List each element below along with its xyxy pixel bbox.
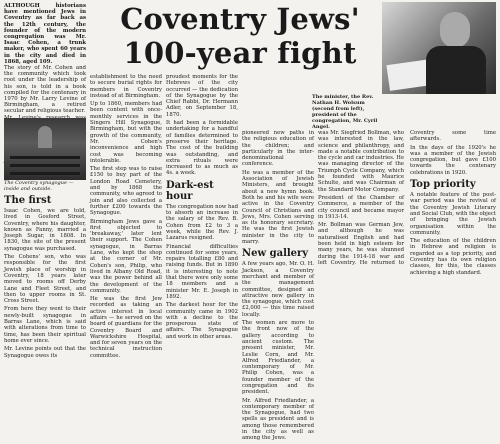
synagogue-photo: [4, 118, 86, 180]
column-3-paragraph: The darkest hour for the community came in 1902 with a decline to the prosperous state of affairs. The Synagogue and work in other areas.: [166, 302, 238, 340]
pew-shape: [10, 156, 80, 159]
column-5: [318, 130, 496, 276]
headline-line-2: 100-year fight: [123, 36, 357, 70]
column-3: [166, 74, 238, 342]
subhead-first: The first: [4, 195, 52, 206]
column-3-paragraph: The congregation now had to absorb an increase in the salary of the Rev. B. Cohen from £2 to 3 a week, while the Rev. J. Lazarus resigned.: [166, 203, 238, 242]
subhead-new-gallery: New gallery: [242, 248, 309, 260]
column-2-paragraph: Birmingham Jews gave a first objected to 'breakaway,' later lent their support. The Cohen synagogue, in Barras Lane, who kept the shop at the corner of Mr. Cohen's son, Philip, who lived in Albany Old Road, was the power behind all the development of the community.: [90, 218, 162, 294]
column-4: [242, 130, 314, 444]
column-1-paragraph: Mr. Levine points out that the Synagogue owes its: [4, 346, 86, 359]
column-1-paragraph: From here they went to their newly-built synagogue in Barras Lane, which is said with alterations from time to time, has been their spiritual home ever since.: [4, 306, 86, 344]
headline-line-1: Coventry Jews': [120, 2, 360, 36]
column-2-paragraph: Up to 1860, members had been content with once-monthly services in the Singers Hill Synagogue, Birmingham, but with the growth of the community, Mr. Cohen's inconvenience and high cost was becoming intolerable.: [90, 101, 162, 164]
column-1-paragraph: Isaac Cohen, we are told, lived in Gosford Street, Coventry, where his daughter, known as Fanny, married a Joseph Sugar, in 1808. In 1830, the site of the present synagogue was purchased.: [4, 208, 86, 252]
column-3-paragraph: proudest moments for the Hebrews of the city occurred — the dedication of the Synagogue by the Chief Rabbi, Dr. Hermann Adler, on September 18, 1870.: [166, 74, 238, 118]
ark-shape: [38, 126, 52, 148]
subhead-top-priority: Top priority: [410, 179, 476, 191]
column-4-paragraph: He was a member of the Association of Jewish Ministers, and brought about a new hymn book. Both he and his wife were active in the Coventry Council of Christians and Jews, Mrs. Cohen serving as its honorary secretary. He was the first Jewish minister in the city to marry.: [242, 169, 314, 246]
column-5-paragraph: President of the Chamber of Commerce, a member of the city council and became mayor in 1913-14.: [318, 194, 404, 220]
column-2-paragraph: establishment to the need to secure burial rights for members in Coventry instead of at Birmingham.: [90, 74, 162, 99]
synagogue-caption: The Coventry synagogue — inside and outside.: [4, 180, 74, 192]
column-2-paragraph: He was the first Jew recorded as taking an active interest in local affairs — he served on the board of guardians for the Coventry Board and Warwickshire Hospital, and for seven years on the technical instruction committee.: [90, 296, 162, 359]
pew-shape: [10, 164, 80, 167]
column-5-paragraph: The education of the children in Hebrew and religion is regarded as a top priority, and Coventry has its own religion classes, for this, the classes achieving a high standard.: [410, 238, 496, 276]
portrait-caption: The minister, the Rev. Nathan H. Wolsum (second from left), president of the congregation, Mr. Cyril Angel.: [312, 94, 378, 130]
pew-shape: [10, 172, 80, 175]
column-4-paragraph: Mr. Alfred Friedlander, a contemporary member of the Synagogue, had two spells as president and is among those remembered in the city as well as among the Jews.: [242, 397, 314, 442]
column-5-paragraph: was Mr. Siegfried Bollman, who was interested in the law, science and philanthropy, and made a notable contribution to the cycle and car industries. He was managing director of the Triumph Cycle Company, which he founded with Maurice Schulte, and was Chairman of the Standard Motor Company.: [318, 130, 404, 193]
portrait-photo: [382, 2, 496, 94]
column-5-paragraph: Mr. Bollman was German Jew, and although he was naturalised English and had been held in high esteem for many years, he was shunned during the 1914-18 war and left Coventry. He returned to Coventry some time afterwards.: [318, 130, 496, 266]
column-4-paragraph: pioneered new paths in the religious education of the children; and particularly in the inter-denominational conference.: [242, 130, 314, 168]
head-shape: [440, 12, 470, 48]
column-3-paragraph: Financial difficulties continued for some years, repairs totalling £80 and raising funds. But in 1890 it is interesting to note that there were only some 18 members and a minister Mr. E. Joseph in 1892.: [166, 243, 238, 300]
headline: [90, 2, 390, 70]
intro-lead: ALTHOUGH historians have mentioned Jews in Coventry as far back as the 12th century, the founder of the modern congregation was Mr. Isaac Cohen, a trunk maker, who spent 60 years in the city and died in 1868, aged 109.: [4, 3, 86, 65]
column-1: [4, 192, 86, 361]
intro-body: The story of Mr. Cohen and the community which took root under the leadership of his son, is told in a book compiled for the centenary in 1970 by Mr. Larry Levine of Birmingham, a retired secular and religious teacher.: [4, 65, 86, 115]
column-4-paragraph: A few years ago, Mr. O. H. Jackson, a Coventry merchant and member of the management committee, designed an attractive new gallery in the synagogue, which cost £2,000 — this time raised locally.: [242, 261, 314, 318]
subhead-darkest-hour: Dark-est hour: [166, 179, 214, 202]
column-3-paragraph: It had been a formidable undertaking for a handful of families determined to preserve their heritage. The cost of the building was outstanding, and extra rituals were increased to as much as 4s. a week.: [166, 120, 238, 177]
column-5-paragraph: A notable feature of the post-war period was the revival of the Coventry Jewish Literary and Social Club, with the object of bringing the Jewish organisation within the community.: [410, 192, 496, 236]
column-4-paragraph: The women are more to the front now of the gallery according to ancient custom. The present minister, Mr. Leslie Corn, and Mr. Alfred Friedlander, a contemporary of Mr. Philip Cohen, was a founder member of the congregation and its president.: [242, 320, 314, 396]
column-5-paragraph: In the days of the 1920's he was a member of the Jewish congregation, but gave £100 towards the centenary celebrations in 1920.: [410, 144, 496, 176]
column-2: [90, 74, 162, 361]
column-2-paragraph: The first step was to raise £150 to buy part of the London Road Cemetery, and by 1868 the community, who agreed to join and also collected a further £200 towards the Synagogue.: [90, 166, 162, 217]
suit-shape: [426, 46, 486, 94]
column-1-paragraph: The Cohens' son, who was responsible for the first Jewish place of worship in Coventry, 18 years later moved to rooms off Derby Lane and Fleet Street, and then to upper rooms in St. Cross Street.: [4, 254, 86, 305]
